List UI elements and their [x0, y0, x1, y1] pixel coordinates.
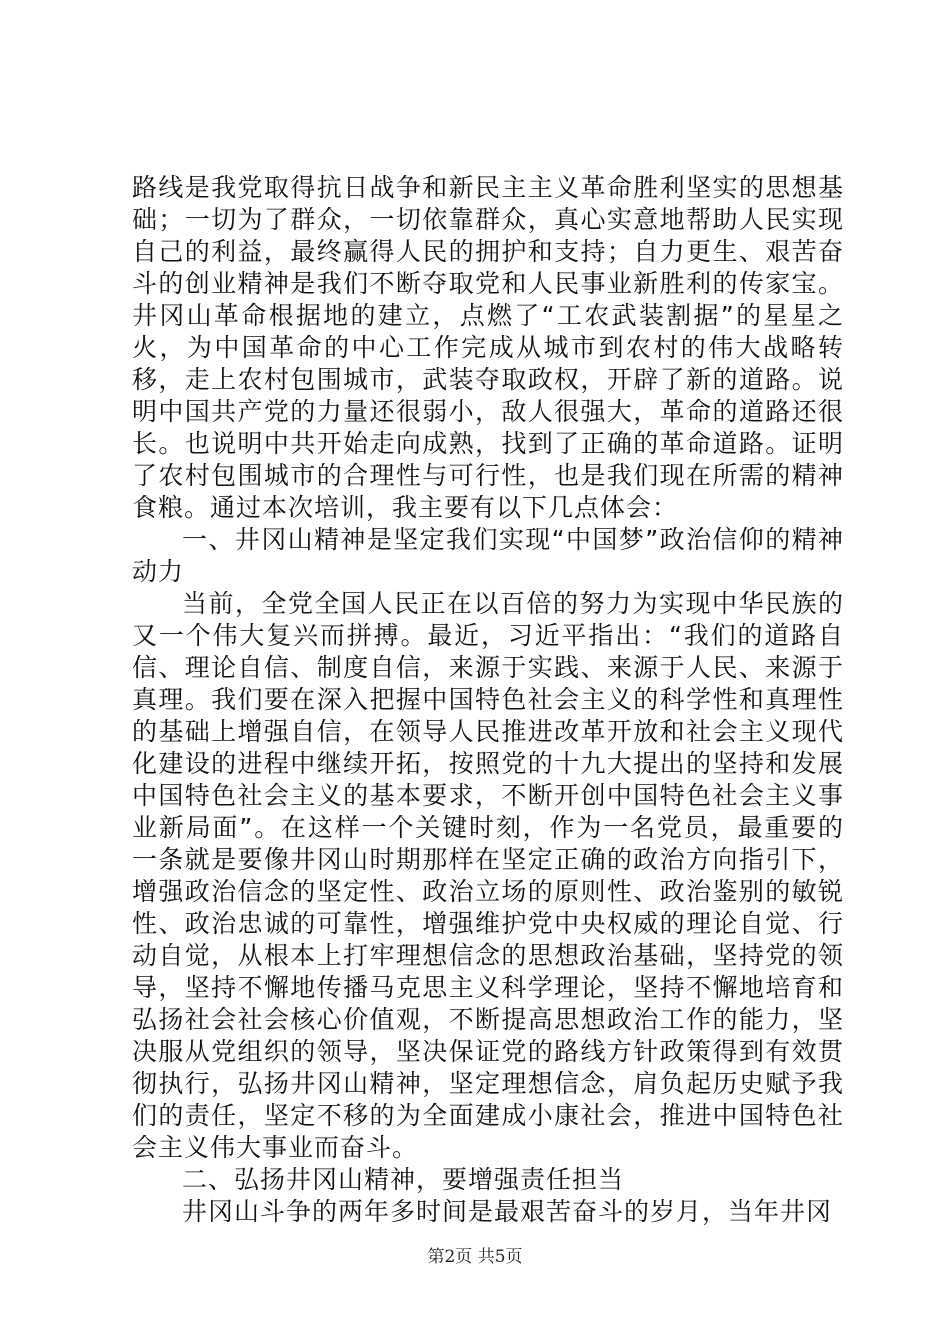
paragraph-1: 路线是我党取得抗日战争和新民主主义革命胜利坚实的思想基础；一切为了群众，一切依靠群众，真心实意地帮助人民实现自己的利益，最终赢得人民的拥护和支持；自力更生、艰苦奋斗的创业精神是我们不断夺取党和人民事业新胜利的传家宝。井冈山革命根据地的建立，点燃了“工农武装割据”的星星之火，为中国革命的中心工作完成从城市到农村的伟大战略转移，走上农村包围城市，武装夺取政权，开辟了新的道路。说明中国共产党的力量还很弱小，敌人很强大，革命的道路还很长。也说明中共开始走向成熟，找到了正确的革命道路。证明了农村包围城市的合理性与可行性，也是我们现在所需的精神食粮。通过本次培训，我主要有以下几点体会： [132, 173, 844, 522]
document-body [132, 172, 844, 1228]
section-heading-1: 一、井冈山精神是坚定我们实现“中国梦”政治信仰的精神动力 [132, 525, 844, 586]
page-number-footer: 第2页 共5页 [427, 1247, 523, 1267]
paragraph-3: 井冈山斗争的两年多时间是最艰苦奋斗的岁月，当年井冈 [182, 1197, 833, 1226]
section-heading-2: 二、弘扬井冈山精神，要增强责任担当 [182, 1165, 625, 1194]
paragraph-2: 当前，全党全国人民正在以百倍的努力为实现中华民族的又一个伟大复兴而拼搏。最近，习近平指出：“我们的道路自信、理论自信、制度自信，来源于实践、来源于人民、来源于真理。我们要在深入把握中国特色社会主义的科学性和真理性的基础上增强自信，在领导人民推进改革开放和社会主义现代化建设的进程中继续开拓，按照党的十九大提出的坚持和发展中国特色社会主义的基本要求，不断开创中国特色社会主义事业新局面”。在这样一个关键时刻，作为一名党员，最重要的一条就是要像井冈山时期那样在坚定正确的政治方向指引下，增强政治信念的坚定性、政治立场的原则性、政治鉴别的敏锐性、政治忠诚的可靠性，增强维护党中央权威的理论自觉、行动自觉，从根本上打牢理想信念的思想政治基础，坚持党的领导，坚持不懈地传播马克思主义科学理论，坚持不懈地培育和弘扬社会社会核心价值观，不断提高思想政治工作的能力，坚决服从党组织的领导，坚决保证党的路线方针政策得到有效贯彻执行，弘扬井冈山精神，坚定理想信念，肩负起历史赋予我们的责任，坚定不移的为全面建成小康社会，推进中国特色社会主义伟大事业而奋斗。 [132, 589, 844, 1162]
